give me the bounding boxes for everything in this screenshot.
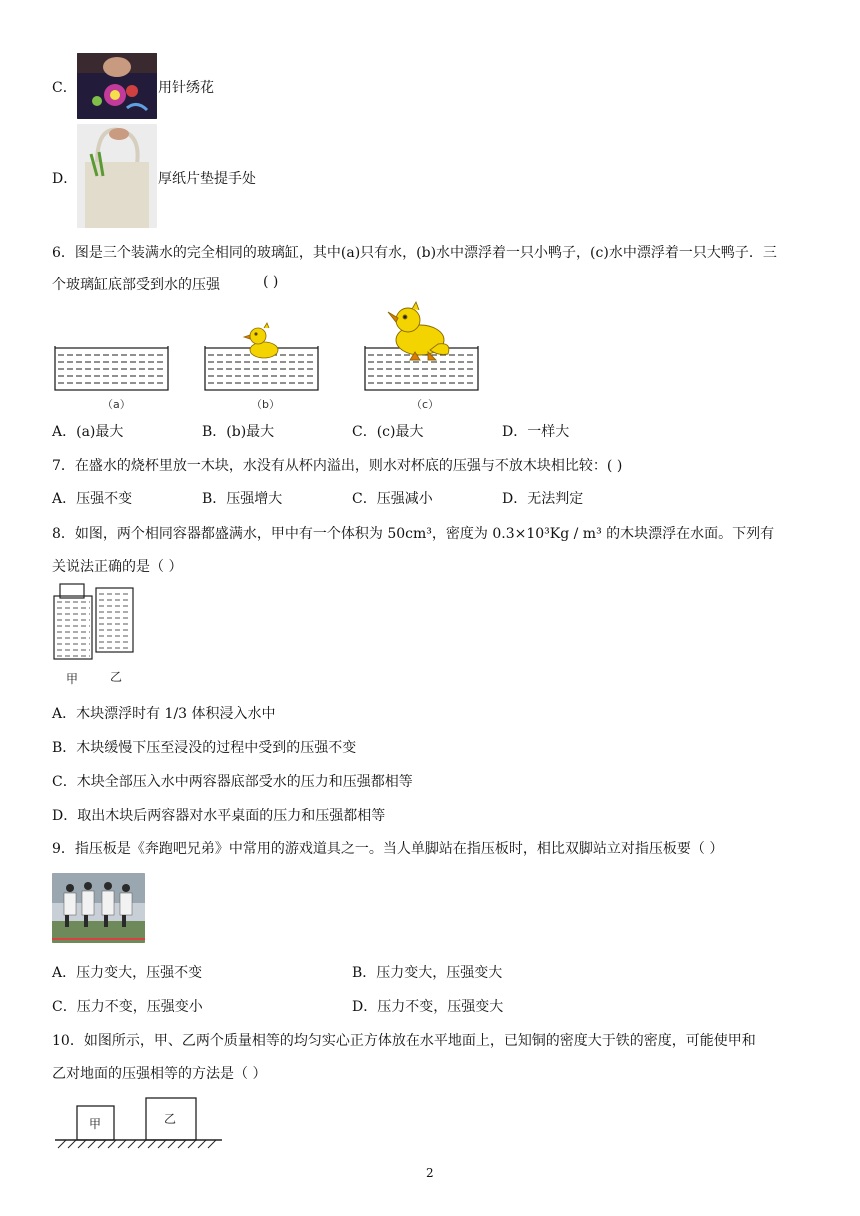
- q6-option-c: C．(c)最大: [352, 424, 424, 440]
- large-duck: [388, 302, 449, 360]
- q9-stem: 9．指压板是《奔跑吧兄弟》中常用的游戏道具之一。当人单脚站在指压板时，相比双脚站立对指压板要（ ）: [52, 841, 724, 857]
- paper-bag-photo: [77, 124, 157, 228]
- q8-option-b: B．木块缓慢下压至浸没的过程中受到的压强不变: [52, 740, 357, 756]
- q6-stem-line2: 个玻璃缸底部受到水的压强: [52, 277, 220, 293]
- q7-option-b: B．压强增大: [202, 491, 283, 507]
- q6-answer-paren: ( ): [263, 274, 279, 290]
- q9-option-d: D．压力不变，压强变大: [352, 999, 504, 1015]
- q7-option-d: D．无法判定: [502, 491, 584, 507]
- q9-option-b: B．压力变大，压强变大: [352, 965, 503, 981]
- tank-b-label: （b）: [251, 398, 280, 411]
- small-duck: [244, 323, 278, 358]
- q10-cubes-figure: [50, 1093, 230, 1153]
- page-number: 2: [426, 1166, 434, 1180]
- acupressure-board-photo: [52, 873, 145, 943]
- q8-option-a: A．木块漂浮时有 1/3 体积浸入水中: [52, 706, 276, 722]
- q6-option-a: A．(a)最大: [52, 424, 124, 440]
- q8-option-c: C．木块全部压入水中两容器底部受水的压力和压强都相等: [52, 774, 413, 790]
- cube-jia-label: 甲: [89, 1117, 102, 1131]
- option-d-letter: D．: [52, 171, 78, 187]
- q8-stem-line1: 8．如图，两个相同容器都盛满水，甲中有一个体积为 50cm³，密度为 0.3×10³Kg / m³ 的木块漂浮在水面。下列有: [52, 526, 775, 542]
- q6-stem-line1: 6．图是三个装满水的完全相同的玻璃缸，其中(a)只有水，(b)水中漂浮着一只小鸭子，(c)水中漂浮着一只大鸭子．三: [52, 245, 777, 261]
- q8-containers-figure: [50, 582, 150, 687]
- tank-a: [55, 346, 168, 390]
- label-jia: 甲: [66, 672, 79, 686]
- q7-option-a: A．压强不变: [52, 491, 133, 507]
- q10-stem-line2: 乙对地面的压强相等的方法是（ ）: [52, 1066, 267, 1082]
- q8-option-d: D．取出木块后两容器对水平桌面的压力和压强都相等: [52, 808, 386, 824]
- q7-option-c: C．压强减小: [352, 491, 433, 507]
- q6-tanks-figure: [50, 300, 490, 415]
- tank-a-label: （a）: [102, 398, 131, 411]
- q9-option-a: A．压力变大，压强不变: [52, 965, 203, 981]
- q7-stem: 7．在盛水的烧杯里放一木块，水没有从杯内溢出，则水对杯底的压强与不放木块相比较：( ): [52, 458, 623, 474]
- tank-c-label: （c）: [411, 398, 440, 411]
- option-c-text: 用针绣花: [158, 80, 214, 96]
- q10-stem-line1: 10．如图所示，甲、乙两个质量相等的均匀实心正方体放在水平地面上，已知铜的密度大于铁的密度，可能使甲和: [52, 1033, 756, 1049]
- q9-option-c: C．压力不变，压强变小: [52, 999, 203, 1015]
- ground-hatching: [58, 1140, 216, 1148]
- cube-yi-label: 乙: [164, 1112, 177, 1126]
- q8-stem-line2: 关说法正确的是（ ）: [52, 559, 183, 575]
- label-yi: 乙: [110, 670, 123, 684]
- q6-option-d: D．一样大: [502, 424, 570, 440]
- option-d-text: 厚纸片垫提手处: [158, 171, 256, 187]
- option-c-letter: C．: [52, 80, 77, 96]
- container-yi: [96, 588, 133, 652]
- embroidery-photo: [77, 53, 157, 119]
- container-jia: [54, 596, 92, 659]
- q6-option-b: B．(b)最大: [202, 424, 275, 440]
